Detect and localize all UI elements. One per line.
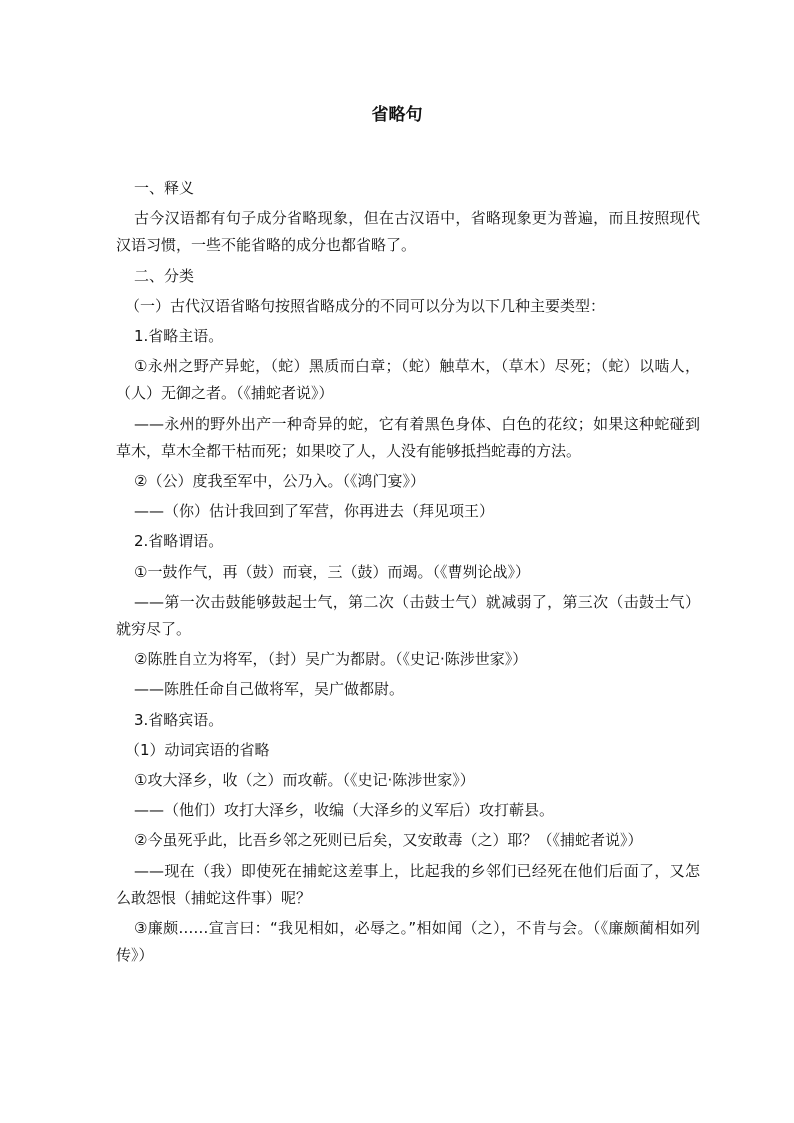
example-paragraph: ②陈胜自立为将军，（封）吴广为都尉。（《史记·陈涉世家》） [134,650,528,669]
translation-paragraph: ——现在（我）即使死在捕蛇这差事上，比起我的乡邻们已经死在他们后面了，又怎么敢怨恨（捕蛇这件事）呢？ [116,861,700,907]
translation-paragraph: ——（你）估计我回到了军营，你再进去（拜见项王） [134,502,495,521]
section-heading-classification: 二、分类 [134,266,195,285]
subheading-subject-omission: 1.省略主语。 [134,327,224,346]
definition-paragraph: 古今汉语都有句子成分省略现象，但在古汉语中，省略现象更为普遍，而且按照现代汉语习惯，一些不能省略的成分也都省略了。 [116,209,700,255]
classification-intro: （一）古代汉语省略句按照省略成分的不同可以分为以下几种主要类型： [125,296,606,315]
subheading-predicate-omission: 2.省略谓语。 [134,532,224,551]
translation-paragraph: ——永州的野外出产一种奇异的蛇，它有着黑色身体、白色的花纹；如果这种蛇碰到草木，草木全都干枯而死；如果咬了人，人没有能够抵挡蛇毒的方法。 [116,414,700,460]
translation-paragraph: ——第一次击鼓能够鼓起士气，第二次（击鼓士气）就减弱了，第三次（击鼓士气）就穷尽了。 [116,592,700,639]
document-body [116,172,700,969]
example-paragraph: ②今虽死乎此，比吾乡邻之死则已后矣，又安敢毒（之）耶？（《捕蛇者说》） [134,831,643,850]
example-paragraph: ①永州之野产异蛇，（蛇）黑质而白章；（蛇）触草木，（草木）尽死；（蛇）以啮人，（人）无御之者。（《捕蛇者说》） [116,357,700,403]
subheading-object-omission: 3.省略宾语。 [134,710,224,729]
translation-paragraph: ——陈胜任命自己做将军，吴广做都尉。 [134,680,405,699]
example-paragraph: ②（公）度我至军中，公乃入。（《鸿门宴》） [134,472,425,491]
example-paragraph: ①攻大泽乡，收（之）而攻蕲。（《史记·陈涉世家》） [134,771,475,790]
subheading-verb-object-omission: （1）动词宾语的省略 [125,740,270,759]
example-paragraph: ①一鼓作气，再（鼓）而衰，三（鼓）而竭。（《曹刿论战》） [134,562,530,581]
translation-paragraph: ——（他们）攻打大泽乡，收编（大泽乡的义军后）攻打蕲县。 [134,801,555,820]
example-paragraph: ③廉颇……宣言曰：“我见相如，必辱之。”相如闻（之），不肯与会。（《廉颇蔺相如列传》） [116,919,700,965]
section-heading-definition: 一、释义 [134,179,195,197]
page-title: 省略句 [371,105,423,125]
